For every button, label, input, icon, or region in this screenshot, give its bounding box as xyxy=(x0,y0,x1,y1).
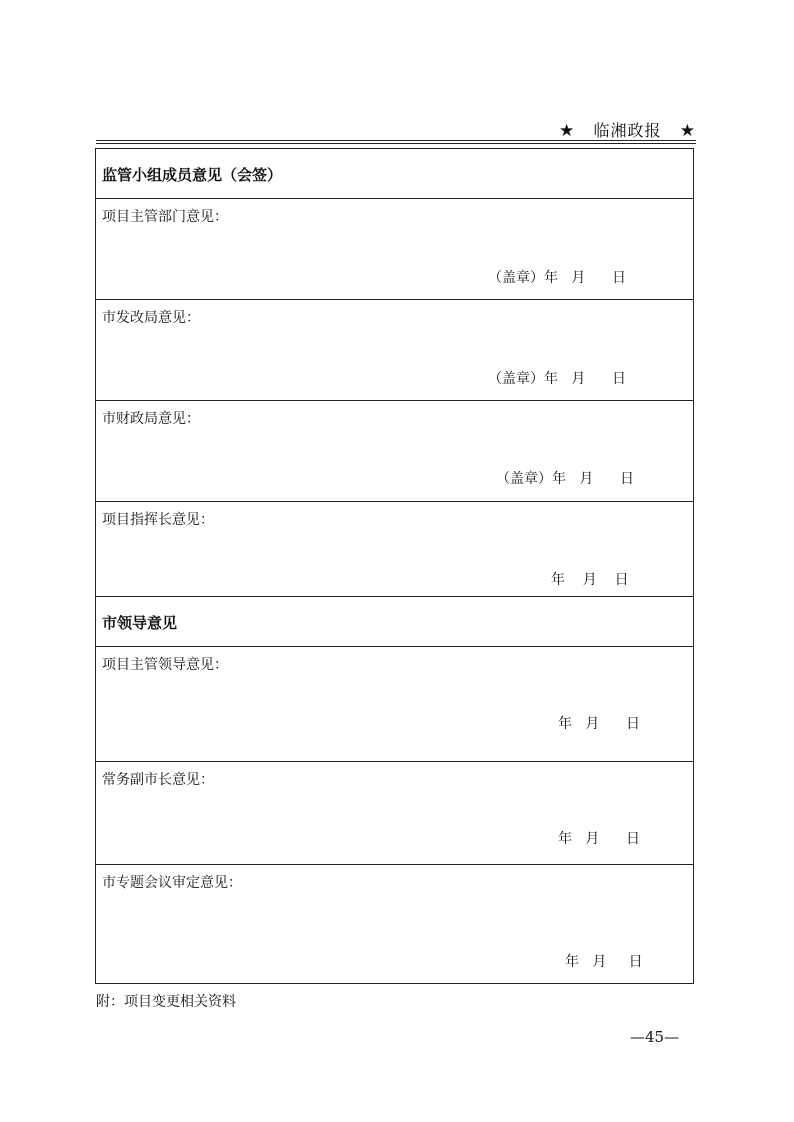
header-divider xyxy=(96,140,696,141)
field-label-finance-bureau: 市财政局意见： xyxy=(102,411,200,427)
section-row-city-leaders xyxy=(96,597,693,647)
field-row-vice-mayor[interactable] xyxy=(96,762,693,865)
section-title-city-leaders: 市领导意见 xyxy=(102,614,178,632)
field-row-dept[interactable] xyxy=(96,199,693,300)
star-icon: ★ xyxy=(558,121,576,141)
section-title-supervision: 监管小组成员意见（会签） xyxy=(102,166,283,184)
field-row-leader-in-charge[interactable] xyxy=(96,647,693,762)
date-line: 年 月 日 xyxy=(565,954,643,970)
section-row-supervision xyxy=(96,149,693,199)
page-number: —45— xyxy=(630,1028,680,1046)
attachment-note: 附：项目变更相关资料 xyxy=(96,994,236,1010)
seal-date-line: （盖章）年 月 日 xyxy=(488,270,627,286)
field-row-special-meeting[interactable] xyxy=(96,865,693,983)
page-header xyxy=(96,116,696,144)
field-row-development-bureau[interactable] xyxy=(96,300,693,401)
date-line: 年 月 日 xyxy=(558,831,641,847)
date-line: 年 月 日 xyxy=(551,572,629,588)
field-label-commander: 项目指挥长意见： xyxy=(102,512,214,528)
field-label-dept: 项目主管部门意见： xyxy=(102,209,228,225)
publication-title xyxy=(559,118,696,141)
seal-date-line: （盖章）年 月 日 xyxy=(496,471,635,487)
approval-form-table xyxy=(95,148,694,984)
field-row-finance-bureau[interactable] xyxy=(96,401,693,502)
field-label-vice-mayor: 常务副市长意见： xyxy=(102,772,214,788)
star-icon: ★ xyxy=(679,121,696,141)
seal-date-line: （盖章）年 月 日 xyxy=(488,371,627,387)
date-line: 年 月 日 xyxy=(558,716,641,732)
publication-name: 临湘政报 xyxy=(593,121,662,140)
header-divider xyxy=(96,143,696,144)
field-label-special-meeting: 市专题会议审定意见： xyxy=(102,875,242,891)
field-label-leader-in-charge: 项目主管领导意见： xyxy=(102,657,228,673)
field-label-development-bureau: 市发改局意见： xyxy=(102,310,200,326)
field-row-commander[interactable] xyxy=(96,502,693,597)
